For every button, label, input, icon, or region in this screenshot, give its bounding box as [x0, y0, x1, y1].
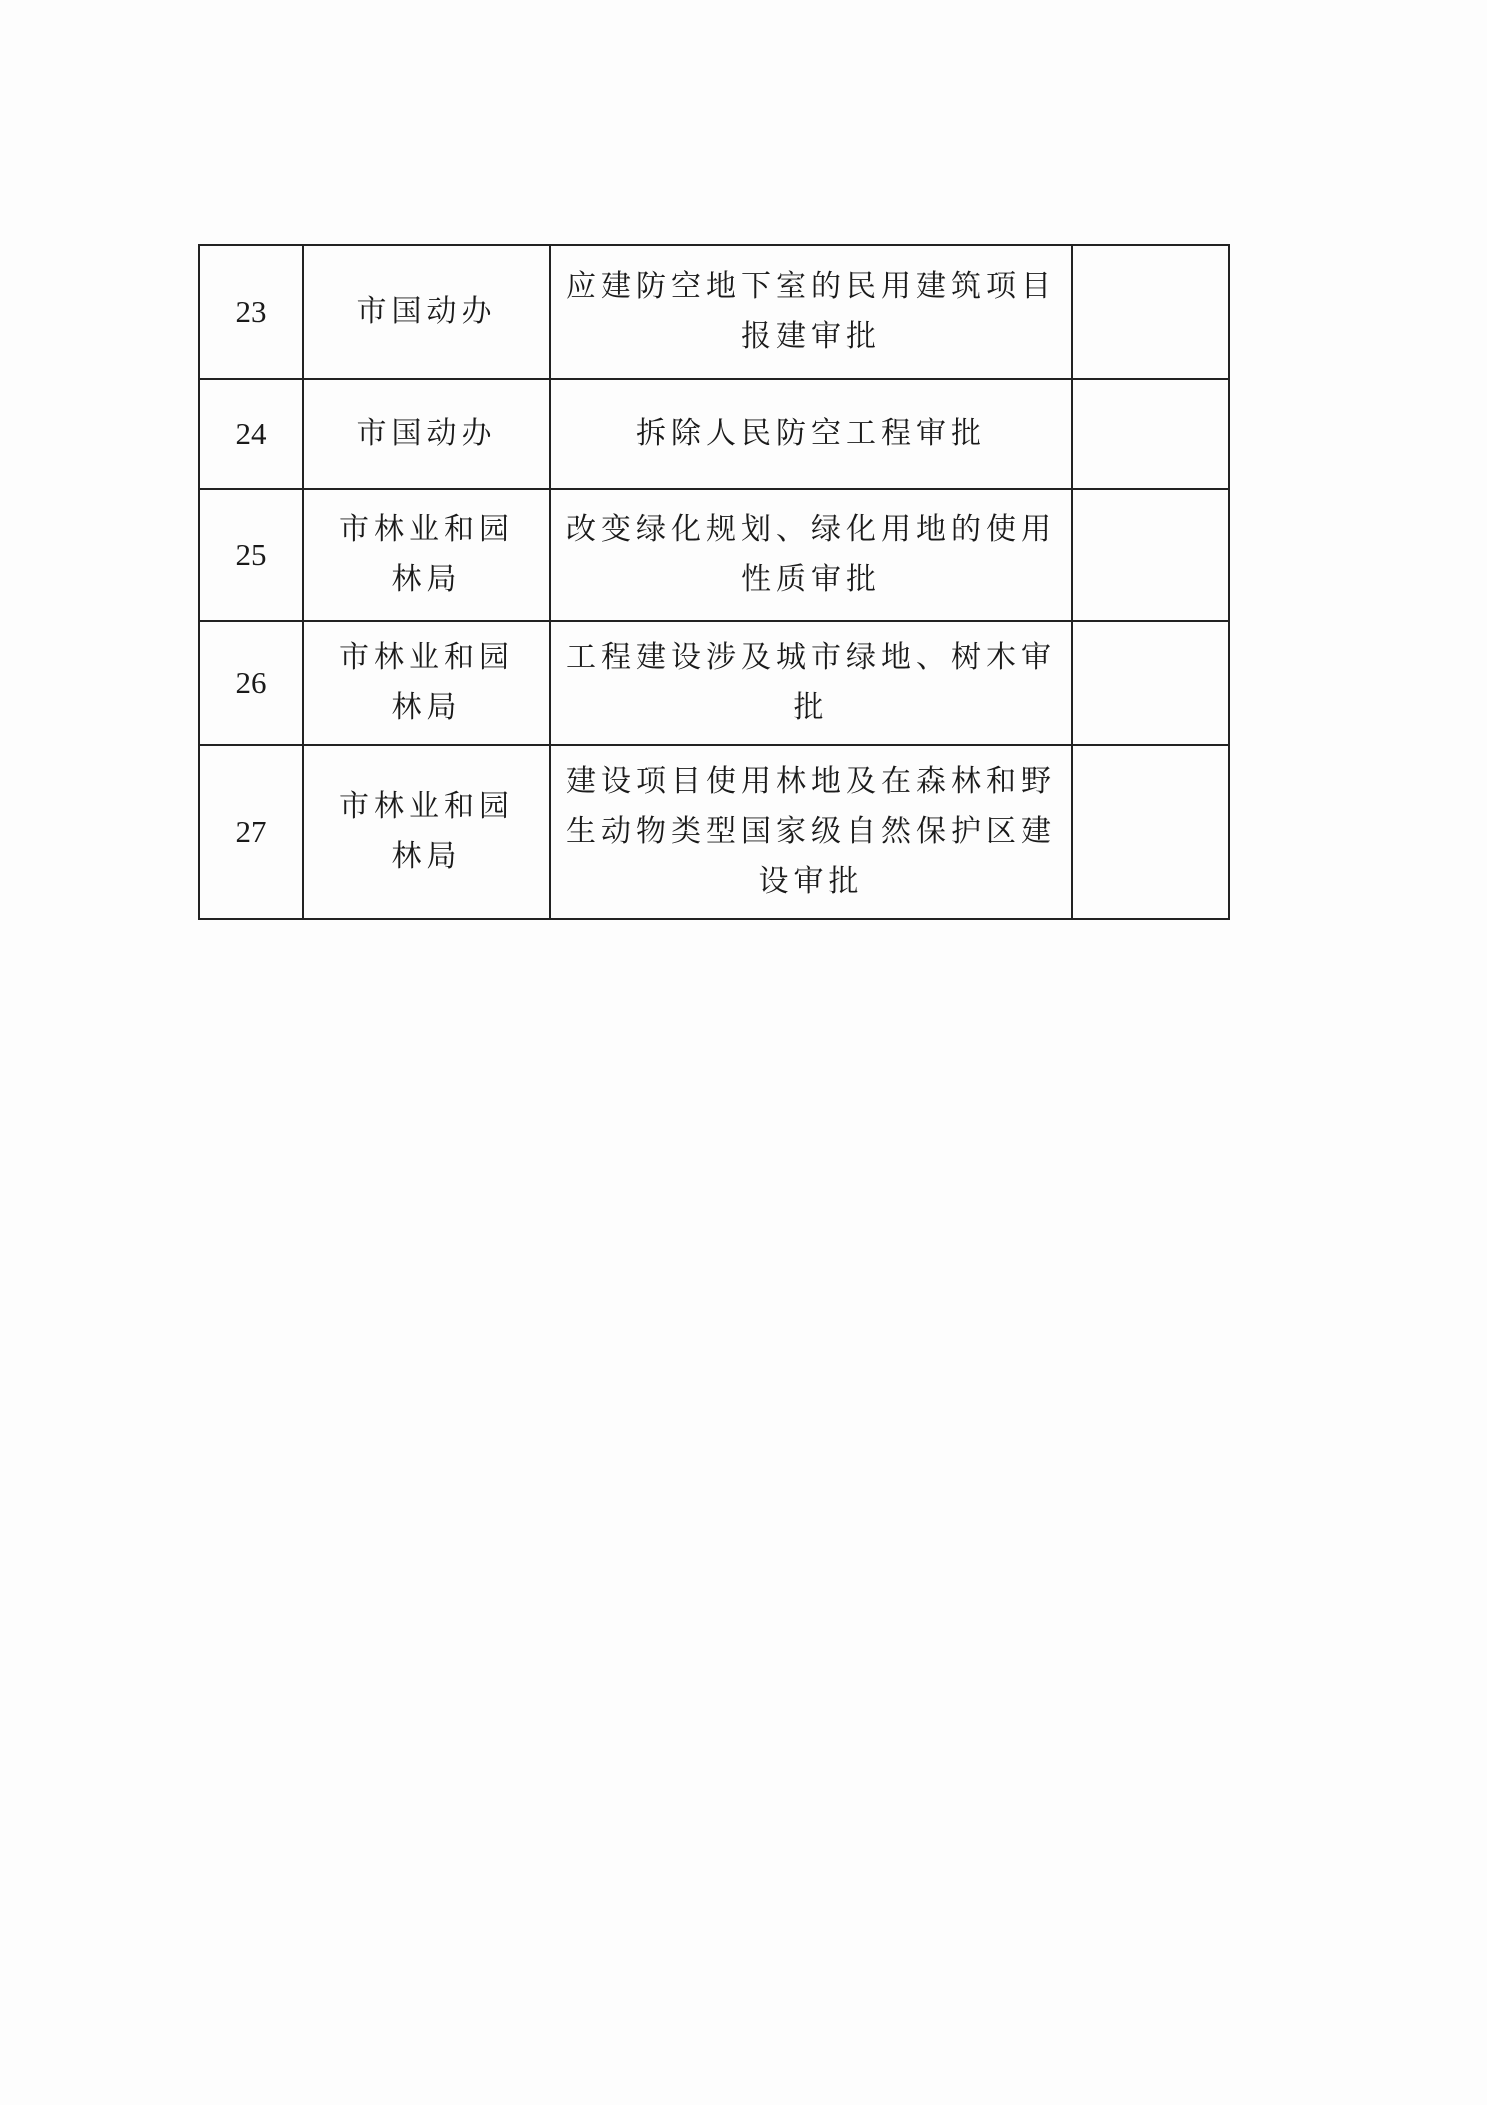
remarks-cell [1072, 621, 1229, 745]
row-number: 26 [199, 621, 303, 745]
department-cell: 市国动办 [303, 245, 550, 379]
department-cell: 市林业和园林局 [303, 745, 550, 919]
department-cell: 市林业和园林局 [303, 621, 550, 745]
table-row [199, 379, 1229, 489]
approval-item-cell: 改变绿化规划、绿化用地的使用性质审批 [550, 489, 1072, 621]
department-cell: 市林业和园林局 [303, 489, 550, 621]
remarks-cell [1072, 489, 1229, 621]
approval-item-cell: 拆除人民防空工程审批 [550, 379, 1072, 489]
table-row [199, 245, 1229, 379]
row-number: 25 [199, 489, 303, 621]
row-number: 24 [199, 379, 303, 489]
approval-item-cell: 工程建设涉及城市绿地、树木审批 [550, 621, 1072, 745]
department-cell: 市国动办 [303, 379, 550, 489]
row-number: 27 [199, 745, 303, 919]
table-row [199, 621, 1229, 745]
table-row [199, 489, 1229, 621]
approval-items-table [198, 244, 1230, 920]
remarks-cell [1072, 245, 1229, 379]
row-number: 23 [199, 245, 303, 379]
approval-item-cell: 建设项目使用林地及在森林和野生动物类型国家级自然保护区建设审批 [550, 745, 1072, 919]
remarks-cell [1072, 745, 1229, 919]
remarks-cell [1072, 379, 1229, 489]
approval-item-cell: 应建防空地下室的民用建筑项目报建审批 [550, 245, 1072, 379]
table-row [199, 745, 1229, 919]
